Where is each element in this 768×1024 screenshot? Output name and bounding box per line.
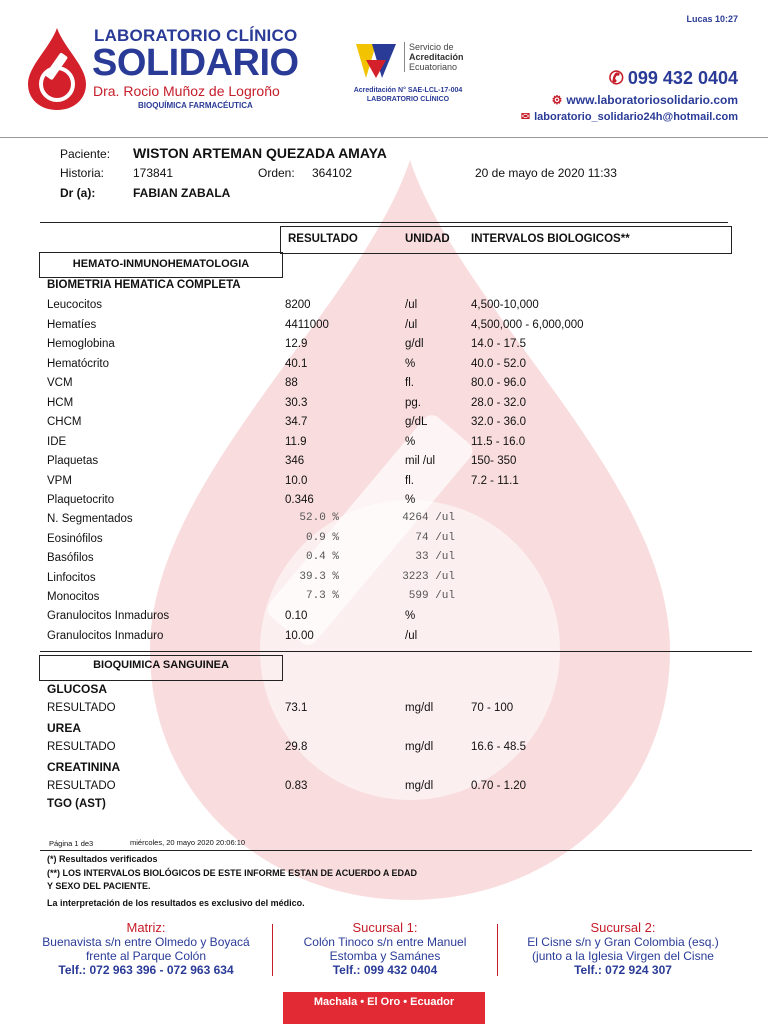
test-name: VPM [47, 474, 72, 487]
note-verified: (*) Resultados verificados [47, 854, 158, 864]
test-name: Hematíes [47, 318, 97, 331]
chem-unit: mg/dl [405, 702, 434, 714]
test-value: 88 [285, 377, 298, 389]
test-unit: g/dL [405, 416, 428, 428]
time-stamp: Lucas 10:27 [686, 14, 738, 24]
history-number: 173841 [133, 166, 174, 180]
report-date: 20 de mayo de 2020 11:33 [475, 166, 617, 180]
col-ranges: INTERVALOS BIOLOGICOS** [471, 233, 630, 245]
diff-name: Monocitos [47, 591, 100, 603]
patient-label: Paciente: [60, 147, 111, 161]
test-name: Leucocitos [47, 299, 102, 311]
history-label: Historia: [60, 166, 105, 180]
order-label: Orden: [258, 166, 295, 180]
chem-result-label: RESULTADO [47, 741, 116, 753]
test-value: 10.0 [285, 474, 308, 487]
chem-unit: mg/dl [405, 741, 434, 753]
test-unit: mil /ul [405, 455, 436, 467]
test-range: 40.0 - 52.0 [471, 357, 526, 370]
order-number: 364102 [312, 166, 353, 180]
phone-icon: ✆ [608, 68, 624, 88]
test-value: 40.1 [285, 357, 308, 370]
lab-name: SOLIDARIO [92, 42, 299, 84]
test-value: 34.7 [285, 416, 308, 428]
next-test-title: TGO (AST) [47, 798, 106, 810]
section-hemato-title: HEMATO-INMUNOHEMATOLOGIA [39, 252, 283, 278]
mail-icon: ✉ [520, 111, 531, 123]
chem-range: 16.6 - 48.5 [471, 741, 526, 753]
test-range: 14.0 - 17.5 [471, 338, 526, 350]
note-intervals-line2: Y SEXO DEL PACIENTE. [47, 881, 151, 891]
test-unit: % [405, 357, 416, 370]
test-name: IDE [47, 435, 67, 448]
chem-value: 29.8 [285, 741, 308, 753]
test-range: 7.2 - 11.1 [471, 474, 519, 487]
test-range: 4,500,000 - 6,000,000 [471, 318, 584, 331]
chem-range: 70 - 100 [471, 702, 514, 714]
patient-name: WISTON ARTEMAN QUEZADA AMAYA [133, 145, 387, 161]
test-name: Plaquetocrito [47, 494, 115, 506]
col-unit: UNIDAD [405, 233, 450, 245]
test-unit: /ul [405, 299, 418, 311]
diff-percent: 39.3 % [299, 570, 339, 583]
test-name: CHCM [47, 416, 82, 428]
test-range: 150- 350 [471, 455, 517, 467]
diff-name: Eosinófilos [47, 532, 103, 545]
test-value: 8200 [285, 299, 311, 311]
chem-value: 0.83 [285, 780, 308, 792]
diff-percent: 7.3 % [305, 590, 339, 602]
accreditation-text: Servicio de Acreditación Ecuatoriano [404, 42, 464, 72]
test-unit: /ul [405, 629, 418, 642]
test-unit: fl. [405, 474, 414, 487]
table-top-rule [40, 222, 728, 223]
test-value: 4411000 [285, 318, 329, 331]
chem-range: 0.70 - 1.20 [471, 780, 526, 792]
test-value: 12.9 [285, 338, 308, 350]
group-biometria: BIOMETRIA HEMATICA COMPLETA [47, 279, 241, 291]
lab-phone: ✆ 099 432 0404 [608, 68, 738, 88]
chem-test-title: GLUCOSA [47, 682, 107, 696]
branch-sucursal-2: Sucursal 2: El Cisne s/n y Gran Colombia (esq.) (junto a la Iglesia Virgen del Cisne Telf.: 072 924 307 [527, 920, 719, 977]
test-range: 11.5 - 16.0 [471, 435, 526, 448]
footer-rule [40, 850, 752, 851]
lab-title-line: LABORATORIO CLÍNICO [94, 26, 298, 45]
branch-matriz: Matriz: Buenavista s/n entre Olmedo y Boyacá frente al Parque Colón Telf.: 072 963 396 - 072 963 634 [42, 920, 250, 977]
chem-test-title: CREATININA [47, 760, 121, 774]
doctor-name: FABIAN ZABALA [133, 186, 231, 200]
test-value: 11.9 [285, 435, 307, 448]
diff-percent: 0.4 % [305, 551, 339, 563]
test-name: HCM [47, 396, 74, 409]
accreditation-logo-icon [352, 38, 400, 80]
diff-name: Basófilos [47, 552, 94, 564]
test-value: 0.10 [285, 610, 308, 622]
diff-absolute: 74 /ul [415, 531, 455, 544]
diff-percent: 0.9 % [305, 531, 339, 544]
note-intervals-line1: (**) LOS INTERVALOS BIOLÓGICOS DE ESTE INFORME ESTAN DE ACUERDO A EDAD [47, 868, 418, 878]
section2-rule [40, 651, 752, 652]
col-result: RESULTADO [288, 233, 358, 245]
test-name: Hematócrito [47, 357, 109, 370]
accreditation-number: Acreditación N° SAE-LCL-17-004 LABORATORIO CLÍNICO [353, 87, 463, 103]
globe-icon: ⚙ [551, 93, 563, 107]
chem-result-label: RESULTADO [47, 780, 116, 792]
chem-unit: mg/dl [405, 780, 434, 792]
test-name: Granulocitos Inmaduro [47, 629, 164, 642]
test-unit: g/dl [405, 338, 424, 350]
test-name: Granulocitos Inmaduros [47, 610, 170, 622]
test-unit: pg. [405, 396, 421, 409]
branch-sucursal-1: Sucursal 1: Colón Tinoco s/n entre Manuel Estomba y Samánes Telf.: 099 432 0404 [303, 920, 467, 977]
branch-separator [497, 924, 498, 976]
header-divider [0, 137, 768, 138]
test-value: 346 [285, 455, 305, 467]
diff-absolute: 3223 /ul [402, 570, 455, 583]
diff-absolute: 4264 /ul [402, 512, 455, 524]
diff-name: Linfocitos [47, 571, 96, 584]
test-name: Hemoglobina [47, 338, 115, 350]
chem-test-title: UREA [47, 721, 82, 735]
print-timestamp: miércoles, 20 mayo 2020 20:06:10 [130, 838, 246, 847]
doctor-label: Dr (a): [60, 186, 96, 200]
test-value: 30.3 [285, 396, 308, 409]
page-number: Página 1 de3 [49, 839, 94, 848]
test-unit: % [405, 435, 416, 448]
lab-website[interactable]: ⚙ www.laboratoriosolidario.com [551, 93, 738, 107]
note-interpretation: La interpretación de los resultados es exclusivo del médico. [47, 898, 305, 908]
diff-name: N. Segmentados [47, 513, 133, 525]
test-range: 80.0 - 96.0 [471, 377, 526, 389]
test-unit: fl. [405, 377, 414, 389]
test-range: 28.0 - 32.0 [471, 396, 526, 409]
test-range: 32.0 - 36.0 [471, 416, 526, 428]
diff-absolute: 33 /ul [415, 551, 455, 563]
test-value: 0.346 [285, 494, 314, 506]
test-unit: % [405, 610, 416, 622]
diff-percent: 52.0 % [299, 512, 339, 524]
chem-result-label: RESULTADO [47, 702, 116, 714]
chem-value: 73.1 [285, 702, 308, 714]
test-name: Plaquetas [47, 455, 99, 467]
location-bar: Machala • El Oro • Ecuador [283, 992, 485, 1024]
drop-logo-icon [26, 26, 88, 112]
lab-subtitle: BIOQUÍMICA FARMACÉUTICA [138, 101, 253, 110]
test-range: 4,500-10,000 [471, 299, 539, 311]
test-unit: /ul [405, 318, 418, 331]
test-name: VCM [47, 377, 73, 389]
test-value: 10.00 [285, 629, 314, 642]
section-bioquimica-title: BIOQUIMICA SANGUINEA [39, 655, 283, 681]
test-unit: % [405, 494, 416, 506]
lab-email[interactable]: ✉ laboratorio_solidario24h@hotmail.com [520, 111, 738, 123]
lab-doctor: Dra. Rocio Muñoz de Logroño [93, 83, 280, 99]
diff-absolute: 599 /ul [408, 590, 455, 602]
